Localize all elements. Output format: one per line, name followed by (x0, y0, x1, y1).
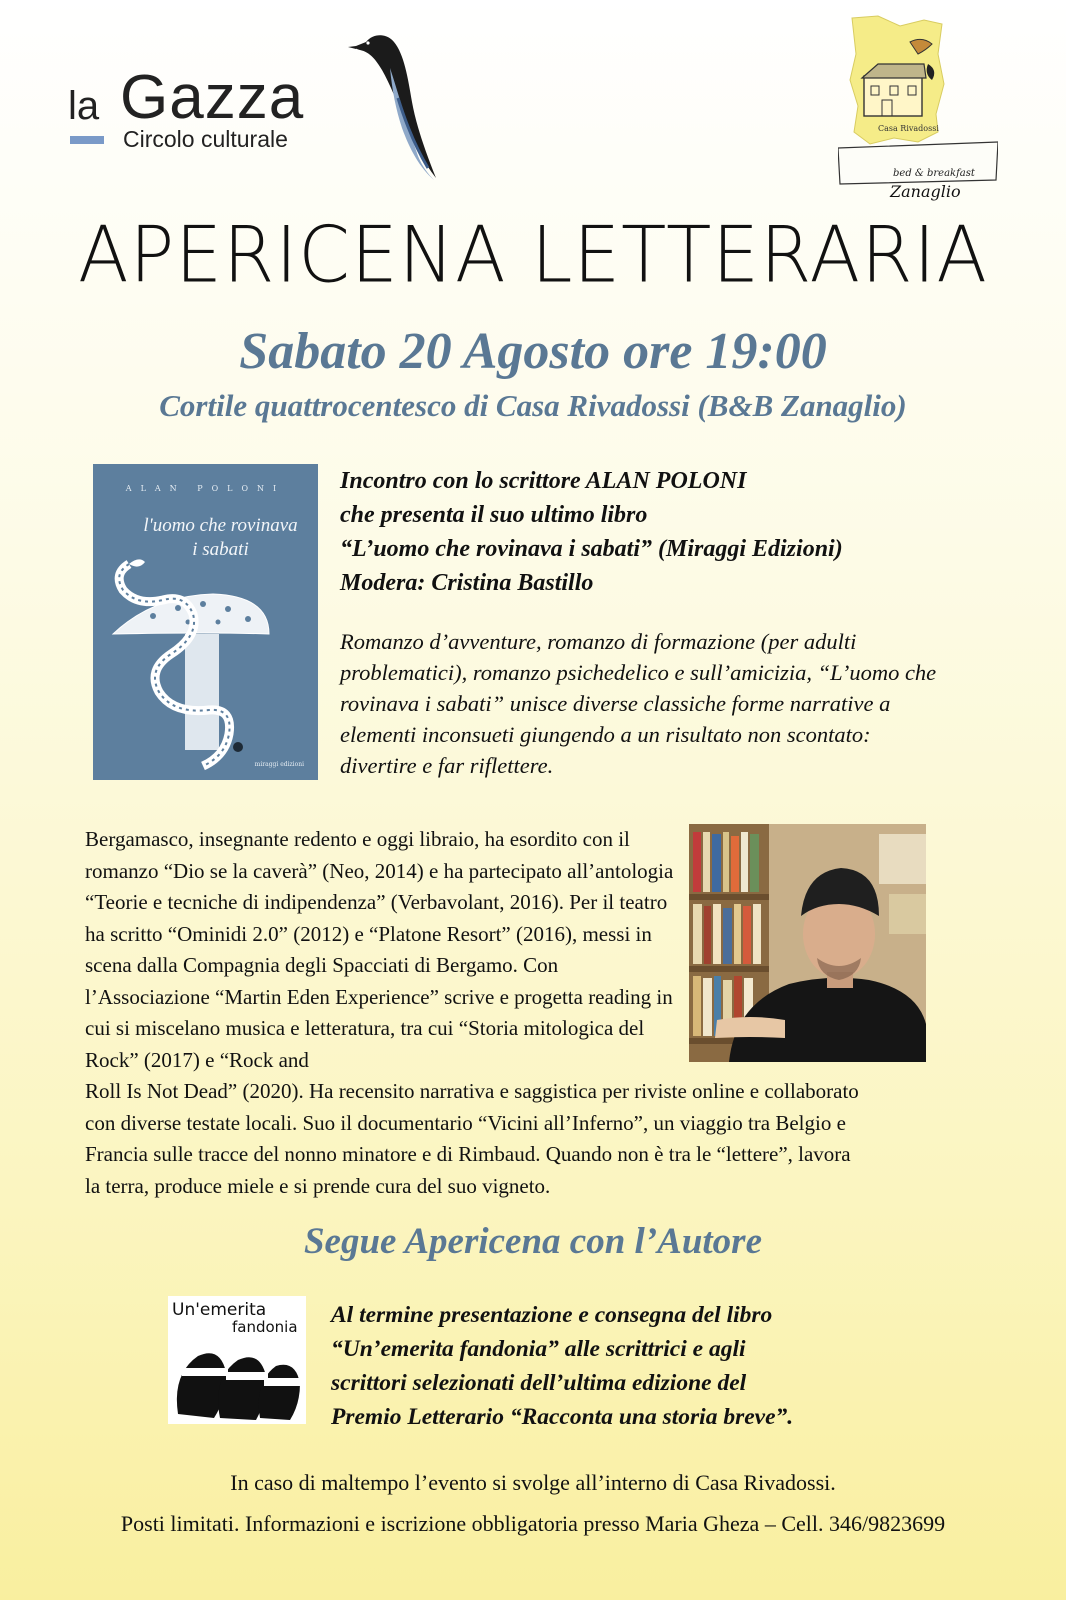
bio-line-4: la terra, produce miele e si prende cura del suo vigneto. (85, 1173, 551, 1198)
cover-author: ALAN POLONI (125, 484, 286, 493)
award-line-3: scrittori selezionati dell’ultima edizione del (331, 1370, 747, 1396)
award-logo-text-2: fandonia (232, 1318, 298, 1336)
apericena-heading: Segue Apericena con l’Autore (303, 1221, 763, 1262)
award-text (331, 1298, 951, 1434)
cover-title-line-1: l'uomo che rovinava (143, 515, 298, 536)
award-line-1: Al termine presentazione e consegna del libro (331, 1302, 773, 1328)
event-venue: Cortile quattrocentesco di Casa Rivadossi (B&B Zanaglio) (159, 388, 907, 423)
cover-publisher: miraggi edizioni (254, 761, 304, 768)
footer-weather-note: In caso di maltempo l’evento si svolge all’interno di Casa Rivadossi. (230, 1470, 836, 1495)
intro-block (340, 464, 1020, 600)
logo-name: Gazza (120, 63, 305, 132)
book-synopsis: Romanzo d’avventure, romanzo di formazione (per adulti problematici), romanzo psichedelico e sull’amicizia, “L’uomo che rovinava i sabati” unisce diverse classiche forme narrative a elementi inconsueti giungendo a un risultato non scontato: divertire e far riflettere. (340, 629, 937, 778)
page-title: APERICENA LETTERARIA (78, 209, 988, 301)
bio-line-3: Francia sulle tracce del nonno minatore e di Rimbaud. Quando non è tra le “lettere”, lavora (85, 1142, 851, 1166)
bio-line-2: con diverse testate locali. Suo il documentario “Vicini all’Inferno”, un viaggio tra Belgio e (85, 1110, 846, 1135)
intro-line-4: Modera: Cristina Bastillo (340, 570, 594, 596)
logo-bar (70, 136, 104, 144)
bio-line-1: Roll Is Not Dead” (2020). Ha recensito narrativa e saggistica per riviste online e collaborato (85, 1079, 859, 1103)
author-biography (85, 824, 955, 1202)
logo-la: la (68, 84, 100, 128)
footer-contact-info: Posti limitati. Informazioni e iscrizione obbligatoria presso Maria Gheza – Cell. 346/9823699 (120, 1511, 946, 1536)
logo-subtitle: Circolo culturale (123, 126, 288, 152)
bnb-type-label: bed & breakfast (893, 168, 975, 179)
bnb-zanaglio-emblem (838, 14, 998, 204)
bnb-house-label: Casa Rivadossi (878, 124, 939, 133)
intro-line-1: Incontro con lo scrittore ALAN POLONI (340, 468, 747, 494)
snake-mushroom-illustration-icon (93, 464, 318, 780)
bnb-name: Zanaglio (890, 182, 961, 201)
cover-title-line-2: i sabati (192, 539, 249, 560)
intro-line-3: “L’uomo che rovinava i sabati” (Miraggi Edizioni) (340, 536, 843, 562)
award-line-2: “Un’emerita fandonia” alle scrittrici e agli (331, 1336, 746, 1362)
book-cover (93, 464, 318, 780)
la-gazza-logo (68, 63, 368, 170)
award-logo (168, 1296, 306, 1424)
award-logo-text-1: Un'emerita (172, 1300, 267, 1320)
bio-wrapped-text: Bergamasco, insegnante redento e oggi libraio, ha esordito con il romanzo “Dio se la caverà” (Neo, 2014) e ha partecipato all’antologia “Teorie e tecniche di indipendenza” (Verbavolant, 2016). Per il teatro ha scritto “Ominidi 2.0” (2012) e “Platone Resort” (2016), messi in scena dalla Compagnia degli Spacciati di Bergamo. Con l’Associazione “Martin Eden Experience” scrive e progetta reading in cui si miscelano musica e letteratura, tra cui “Storia mitologica del Rock” (2017) e “Rock and (85, 827, 674, 1072)
intro-line-2: che presenta il suo ultimo libro (340, 502, 648, 528)
event-date: Sabato 20 Agosto ore 19:00 (239, 323, 827, 380)
magpie-bird-icon (346, 28, 446, 183)
award-line-4: Premio Letterario “Racconta una storia breve”. (331, 1404, 794, 1430)
masked-faces-icon (168, 1334, 306, 1424)
